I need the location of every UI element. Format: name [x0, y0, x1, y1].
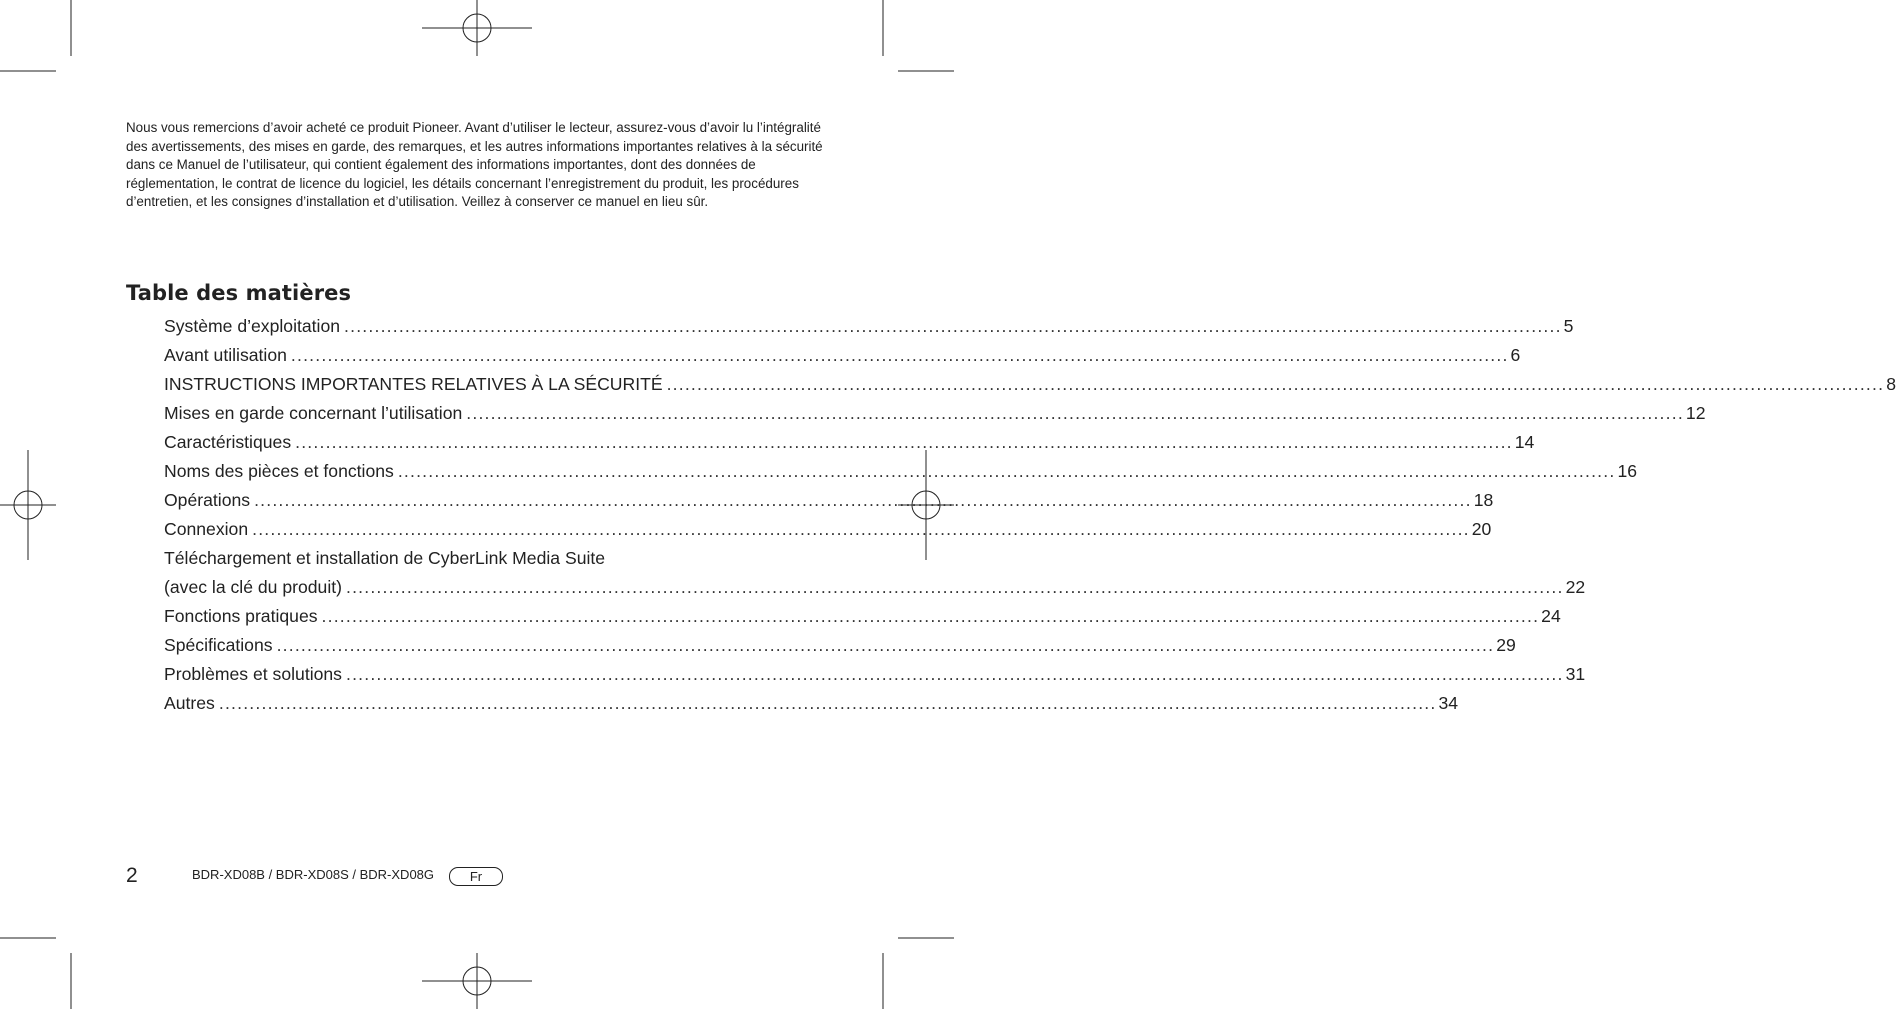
model-numbers: BDR-XD08B / BDR-XD08S / BDR-XD08G [192, 867, 435, 882]
toc-entry[interactable] [164, 660, 1586, 689]
toc-entry[interactable] [164, 544, 790, 573]
toc-entry-page: 14 [1514, 432, 1535, 452]
toc-leader-dots: ........................................................................................................................................................................................................ [345, 577, 1564, 597]
toc-leader-dots: ........................................................................................................................................................................................................ [252, 519, 1470, 539]
toc-entry-label: Noms des pièces et fonctions [164, 461, 394, 481]
toc-entry-page: 20 [1471, 519, 1492, 539]
table-of-contents [164, 312, 1896, 718]
toc-entry-label: Fonctions pratiques [164, 606, 318, 626]
toc-leader-dots: ........................................................................................................................................................................................................ [344, 316, 1562, 336]
toc-leader-dots: ........................................................................................................................................................................................................ [290, 345, 1509, 365]
toc-leader-dots: ........................................................................................................................................................................................................ [276, 635, 1495, 655]
toc-entry[interactable] [164, 370, 1896, 399]
toc-entry-page: 34 [1438, 693, 1459, 713]
toc-entry-label: (avec la clé du produit) [164, 577, 342, 597]
toc-leader-dots: ........................................................................................................................................................................................................ [397, 461, 1616, 481]
toc-entry-label: Caractéristiques [164, 432, 292, 452]
toc-entry-label: Système d’exploitation [164, 316, 341, 336]
toc-leader-dots: ........................................................................................................................................................................................................ [254, 490, 1472, 510]
toc-entry-page: 12 [1685, 403, 1706, 423]
toc-entry-page: 24 [1541, 606, 1561, 626]
toc-entry-label: Téléchargement et installation de CyberLink Media Suite [164, 548, 606, 568]
toc-entry-label: Spécifications [164, 635, 273, 655]
toc-entry-label: Opérations [164, 490, 251, 510]
toc-entry-page: 16 [1617, 461, 1638, 481]
toc-entry[interactable] [164, 486, 1494, 515]
toc-entry-page: 8 [1886, 374, 1896, 394]
toc-entry-page: 5 [1563, 316, 1574, 336]
registration-target-bottom [422, 953, 532, 1009]
toc-leader-dots: ........................................................................................................................................................................................................ [321, 606, 1540, 626]
registration-target-top [422, 0, 532, 56]
toc-entry-label: Mises en garde concernant l’utilisation [164, 403, 463, 423]
language-badge: Fr [449, 867, 503, 886]
toc-entry[interactable] [164, 602, 1561, 631]
toc-entry-page: 31 [1565, 664, 1586, 684]
toc-entry[interactable] [164, 573, 1586, 602]
toc-leader-dots: ........................................................................................................................................................................................................ [295, 432, 1513, 452]
toc-entry-page: 22 [1565, 577, 1586, 597]
toc-entry-label: Problèmes et solutions [164, 664, 342, 684]
intro-paragraph: Nous vous remercions d’avoir acheté ce produit Pioneer. Avant d’utiliser le lecteur, assurez-vous d’avoir lu l’intégralité des avertissements, des mises en garde, des remarques, et les autres informations importantes relatives à la sécurité dans ce Manuel de l’utilisateur, qui contient également des informations importantes, dont des données de réglementation, le contrat de licence du logiciel, les détails concernant l’enregistrement du produit, les procédures d’entretien, et les consignes d’installation et d’utilisation. Veillez à conserver ce manuel en lieu sûr. [126, 120, 823, 210]
toc-entry-label: Autres [164, 693, 215, 713]
toc-entry[interactable] [164, 457, 1638, 486]
toc-entry[interactable] [164, 515, 1492, 544]
toc-entry[interactable] [164, 341, 1521, 370]
toc-leader-dots: ........................................................................................................................................................................................................ [666, 374, 1885, 394]
toc-entry[interactable] [164, 689, 1459, 718]
toc-leader-dots: ........................................................................................................................................................................................................ [466, 403, 1684, 423]
toc-entry[interactable] [164, 631, 1516, 660]
toc-leader-dots: ........................................................................................................................................................................................................ [345, 664, 1564, 684]
toc-entry-label: INSTRUCTIONS IMPORTANTES RELATIVES À LA SÉCURITÉ [164, 374, 663, 394]
toc-entry-page: 6 [1510, 345, 1521, 365]
toc-entry-page: 29 [1496, 635, 1516, 655]
page-number: 2 [126, 864, 138, 887]
toc-entry-label: Connexion [164, 519, 249, 539]
toc-leader-dots: ........................................................................................................................................................................................................ [218, 693, 1437, 713]
toc-entry[interactable] [164, 399, 1706, 428]
toc-entry[interactable] [164, 428, 1535, 457]
registration-target-left [0, 450, 56, 560]
toc-title: Table des matières [126, 281, 352, 305]
toc-entry[interactable] [164, 312, 1574, 341]
toc-entry-label: Avant utilisation [164, 345, 287, 365]
toc-entry-page: 18 [1473, 490, 1494, 510]
